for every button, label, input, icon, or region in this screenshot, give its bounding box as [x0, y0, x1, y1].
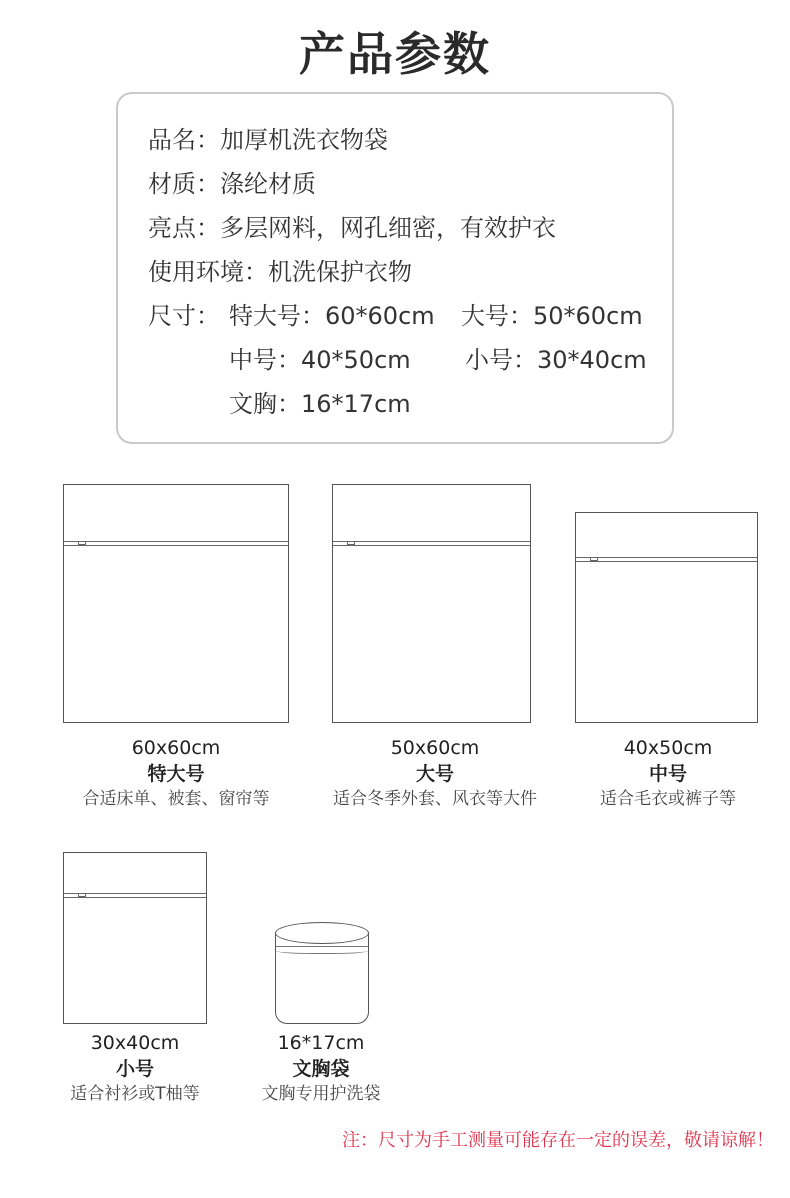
spec-size-xl: 特大号：60*60cm	[229, 302, 435, 330]
bag-desc: 适合衬衫或T柚等	[70, 1084, 200, 1104]
bag-xl-illustration	[63, 484, 289, 723]
bag-name: 小号	[115, 1058, 154, 1080]
spec-material: 材质：涤纶材质	[148, 170, 316, 198]
bag-s-caption	[40, 1031, 230, 1106]
bag-size: 60x60cm	[131, 737, 221, 759]
bag-name: 大号	[415, 763, 454, 785]
zipper-pull-icon	[347, 541, 355, 545]
bag-name: 文胸袋	[292, 1058, 350, 1080]
bag-size: 30x40cm	[90, 1032, 180, 1054]
bag-desc: 文胸专用护洗袋	[261, 1084, 381, 1104]
zipper-pull-icon	[78, 893, 86, 897]
spec-size-l: 大号：50*60cm	[461, 302, 643, 330]
bra-bag-lid	[275, 922, 369, 944]
bag-desc: 适合毛衣或裤子等	[600, 789, 736, 809]
bag-xl-caption	[56, 736, 296, 811]
spec-name: 品名：加厚机洗衣物袋	[148, 126, 388, 154]
bag-size: 50x60cm	[390, 737, 480, 759]
zipper-pull-icon	[78, 541, 86, 545]
bra-bag-caption	[236, 1031, 406, 1106]
spec-usage: 使用环境：机洗保护衣物	[148, 258, 412, 286]
bag-l-illustration	[332, 484, 531, 723]
spec-size-label: 尺寸：	[148, 302, 220, 330]
bra-bag-zipper	[276, 946, 368, 954]
disclaimer-note: 注：尺寸为手工测量可能存在一定的误差，敬请谅解！	[342, 1130, 774, 1151]
bag-size: 40x50cm	[623, 737, 713, 759]
bag-m-illustration	[575, 512, 758, 723]
zipper	[576, 557, 757, 562]
spec-size-bra: 文胸：16*17cm	[229, 390, 411, 418]
bag-name: 中号	[648, 763, 687, 785]
spec-size-m: 中号：40*50cm	[229, 346, 411, 374]
page-title: 产品参数	[299, 27, 491, 81]
zipper	[333, 541, 530, 546]
spec-size-s: 小号：30*40cm	[465, 346, 647, 374]
zipper	[64, 541, 288, 546]
bag-s-illustration	[63, 852, 207, 1024]
spec-highlight: 亮点：多层网料，网孔细密，有效护衣	[148, 214, 556, 242]
zipper-pull-icon	[590, 557, 598, 561]
bag-desc: 合适床单、被套、窗帘等	[82, 789, 270, 809]
bag-size: 16*17cm	[277, 1032, 365, 1054]
bag-name: 特大号	[147, 763, 205, 785]
bag-desc: 适合冬季外套、风衣等大件	[333, 789, 537, 809]
bag-m-caption	[578, 736, 758, 811]
bag-l-caption	[300, 736, 570, 811]
